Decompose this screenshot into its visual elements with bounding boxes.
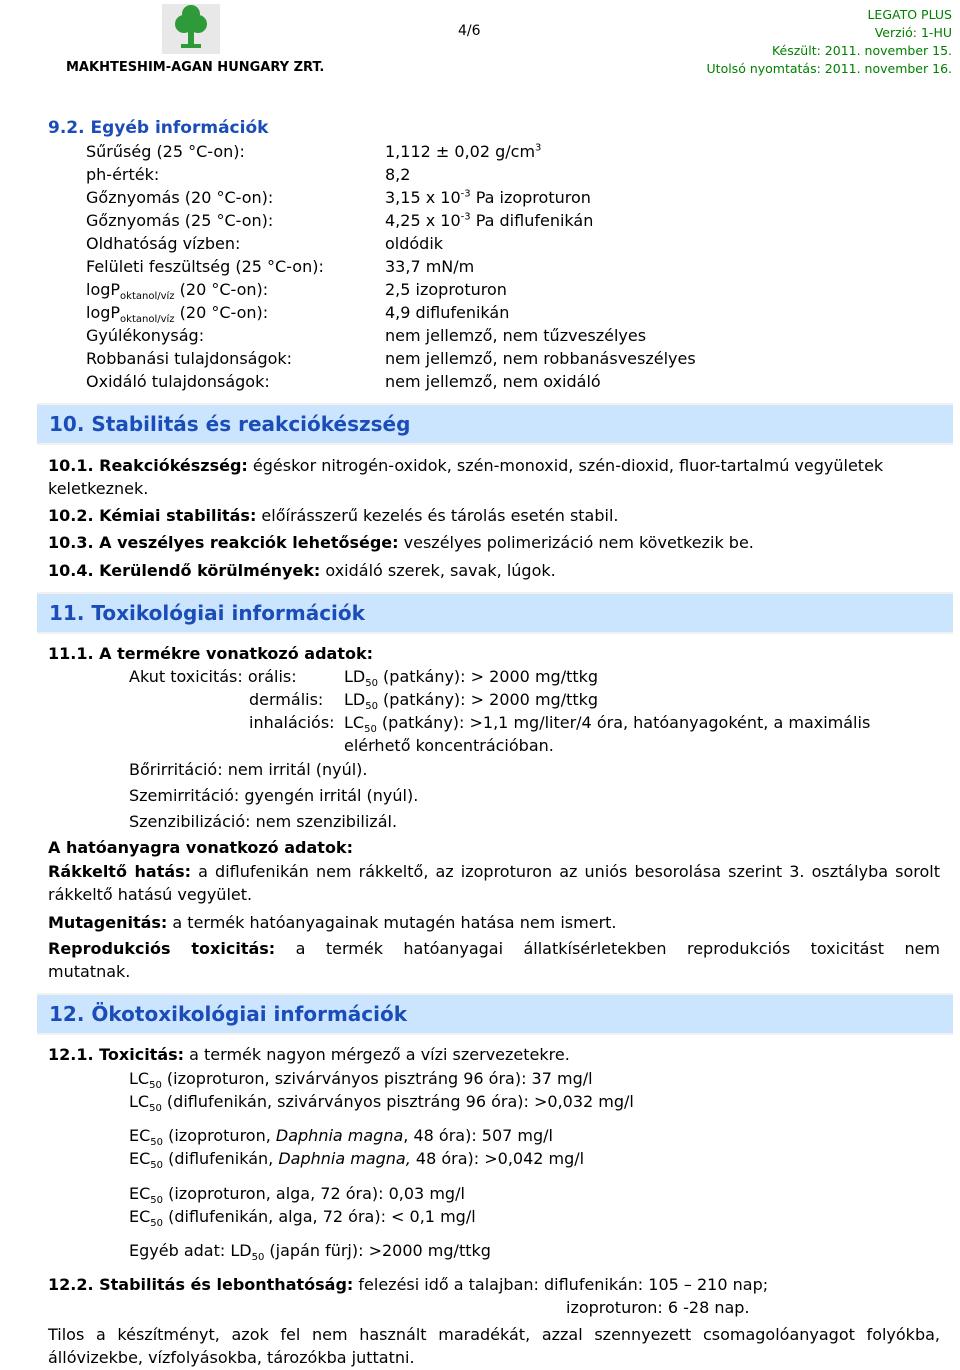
reproductive-toxicity-paragraph: Reprodukciós toxicitás: a termék hatóanyagai állatkísérletekben reprodukciós toxicitást nem mutatnak. bbox=[48, 939, 941, 981]
prop-label: Felületi feszültség (25 °C-on): bbox=[86, 257, 324, 276]
section-11-header bbox=[37, 592, 953, 634]
eco-line: Egyéb adat: $LD_{50}$ (japán fürj): >2000 mg/ttkg bbox=[129, 1241, 491, 1264]
prop-value: 1,112 ± 0,02 $g/cm^3$ bbox=[385, 142, 542, 161]
product-data-title: 11.1. A termékre vonatkozó adatok: bbox=[48, 644, 374, 663]
eye-irritation: Szemirritáció: gyengén irritál (nyúl). bbox=[129, 786, 419, 805]
prop-label: Oldhatóság vízben: bbox=[86, 234, 241, 253]
version: Verzió: 1-HU bbox=[874, 25, 952, 40]
dermal-value: $LD_{50}$ (patkány): > 2000 mg/ttkg bbox=[344, 690, 599, 713]
section-12-title: 12. Ökotoxikológiai információk bbox=[49, 1002, 408, 1026]
section-12-header bbox=[37, 993, 953, 1035]
section-11-title: 11. Toxikológiai információk bbox=[49, 601, 365, 625]
conditions-to-avoid-paragraph: 10.4. Kerülendő körülmények: oxidáló szerek, savak, lúgok. bbox=[48, 561, 556, 580]
eco-line: $EC_{50}$ (diflufenikán, alga, 72 óra): < 0,1 mg/l bbox=[129, 1207, 476, 1230]
prop-label: Gőznyomás (20 °C-on): bbox=[86, 188, 274, 207]
prop-value: 33,7 mN/m bbox=[385, 257, 475, 276]
section-9-2-title: 9.2. Egyéb információk bbox=[48, 118, 269, 138]
eco-line: $EC_{50}$ (izoproturon, Daphnia magna, 48 óra): 507 mg/l bbox=[129, 1126, 553, 1149]
eco-line: $LC_{50}$ (diflufenikán, szivárványos pisztráng 96 óra): >0,032 mg/l bbox=[129, 1092, 634, 1115]
active-substance-title: A hatóanyagra vonatkozó adatok: bbox=[48, 838, 353, 857]
skin-irritation: Bőrirritáció: nem irritál (nyúl). bbox=[129, 760, 368, 779]
inhalation-value-cont: elérhető koncentrációban. bbox=[344, 736, 554, 755]
prop-value: nem jellemző, nem oxidáló bbox=[385, 372, 601, 391]
mutagenicity-paragraph: Mutagenitás: a termék hatóanyagainak mutagén hatása nem ismert. bbox=[48, 913, 617, 932]
eco-line: $LC_{50}$ (izoproturon, szivárványos pisztráng 96 óra): 37 mg/l bbox=[129, 1069, 593, 1092]
inhalation-value: $LC_{50}$ (patkány): >1,1 mg/liter/4 óra, hatóanyagoként, a maximális bbox=[344, 713, 871, 736]
product-name: LEGATO PLUS bbox=[867, 7, 952, 22]
stability-paragraph: 12.2. Stabilitás és lebonthatóság: felezési idő a talajban: diflufenikán: 105 – 210 nap; bbox=[48, 1275, 769, 1294]
prop-label: Gőznyomás (25 °C-on): bbox=[86, 211, 274, 230]
created-date: Készült: 2011. november 15. bbox=[771, 43, 952, 58]
prop-value: 4,25 x $10^{-3}$ Pa diflufenikán bbox=[385, 211, 594, 230]
toxicity-paragraph: 12.1. Toxicitás: a termék nagyon mérgező a vízi szervezetekre. bbox=[48, 1045, 570, 1064]
prop-label: ph-érték: bbox=[86, 165, 160, 184]
prop-label: Gyúlékonyság: bbox=[86, 326, 205, 345]
inhalation-label: inhalációs: bbox=[249, 713, 335, 732]
carcinogenicity-paragraph: Rákkeltő hatás: a diflufenikán nem rákkeltő, az izoproturon az uniós besorolása szerint 3. osztályba sorolt rákkeltő hatású vegyület. bbox=[48, 862, 940, 904]
sensitization: Szenzibilizáció: nem szenzibilizál. bbox=[129, 812, 398, 831]
stability-paragraph-cont: izoproturon: 6 -28 nap. bbox=[566, 1298, 750, 1317]
company-logo bbox=[162, 4, 220, 54]
disposal-paragraph: Tilos a készítményt, azok fel nem használt maradékát, azzal szennyezett csomagolóanyagot folyókba, állóvizekbe, vízfolyásokba, tározókba juttatni. bbox=[48, 1325, 940, 1367]
company-name: MAKHTESHIM-AGAN HUNGARY ZRT. bbox=[66, 60, 325, 75]
header-meta bbox=[707, 6, 952, 78]
prop-label: Sűrűség (25 °C-on): bbox=[86, 142, 245, 161]
eco-line: $EC_{50}$ (diflufenikán, Daphnia magna, 48 óra): >0,042 mg/l bbox=[129, 1149, 585, 1172]
eco-line: $EC_{50}$ (izoproturon, alga, 72 óra): 0,03 mg/l bbox=[129, 1184, 465, 1207]
chemical-stability-paragraph: 10.2. Kémiai stabilitás: előírásszerű kezelés és tárolás esetén stabil. bbox=[48, 506, 619, 525]
prop-label: Oxidáló tulajdonságok: bbox=[86, 372, 270, 391]
prop-value: nem jellemző, nem tűzveszélyes bbox=[385, 326, 647, 345]
prop-value: 8,2 bbox=[385, 165, 411, 184]
prop-value: 4,9 diflufenikán bbox=[385, 303, 510, 322]
reactivity-paragraph: 10.1. Reakciókészség: égéskor nitrogén-oxidok, szén-monoxid, szén-dioxid, fluor-tartalmú vegyületek keletkeznek. bbox=[48, 456, 884, 498]
dermal-label: dermális: bbox=[249, 690, 324, 709]
prop-value: 2,5 izoproturon bbox=[385, 280, 507, 299]
prop-value: nem jellemző, nem robbanásveszélyes bbox=[385, 349, 696, 368]
page-number: 4/6 bbox=[458, 23, 481, 39]
printed-date: Utolsó nyomtatás: 2011. november 16. bbox=[706, 61, 952, 76]
acute-oral-value: $LD_{50}$ (patkány): > 2000 mg/ttkg bbox=[344, 667, 599, 690]
prop-label: logP$_{oktanol/víz}$ (20 °C-on): bbox=[86, 303, 269, 326]
prop-label: logP$_{oktanol/víz}$ (20 °C-on): bbox=[86, 280, 269, 303]
section-10-header bbox=[37, 403, 953, 445]
prop-value: 3,15 x $10^{-3}$ Pa izoproturon bbox=[385, 188, 591, 207]
acute-toxicity-label: Akut toxicitás: orális: bbox=[129, 667, 297, 686]
prop-value: oldódik bbox=[385, 234, 444, 253]
section-10-title: 10. Stabilitás és reakciókészség bbox=[49, 412, 411, 436]
hazardous-reactions-paragraph: 10.3. A veszélyes reakciók lehetősége: veszélyes polimerizáció nem következik be. bbox=[48, 533, 754, 552]
prop-label: Robbanási tulajdonságok: bbox=[86, 349, 293, 368]
